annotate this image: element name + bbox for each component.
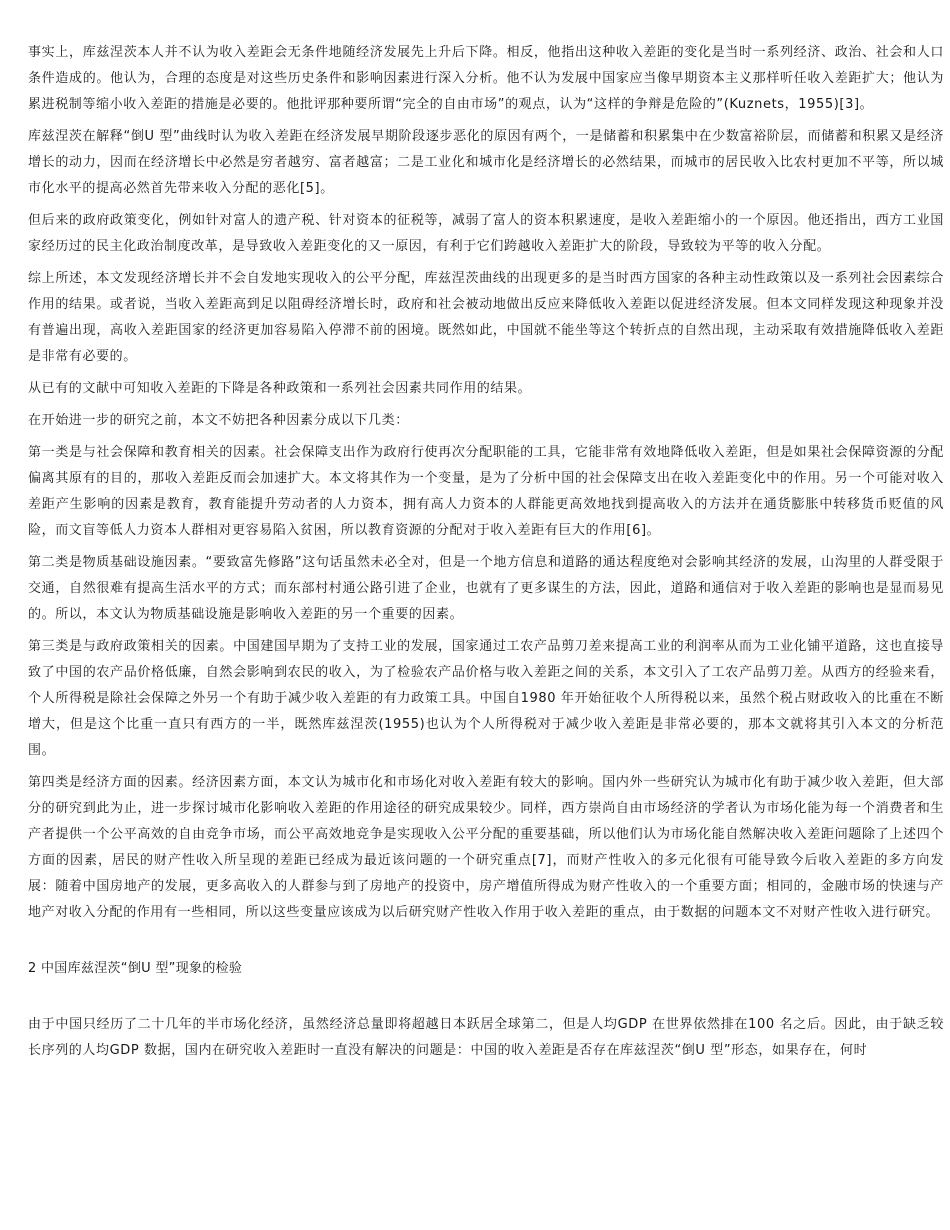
paragraph-9: 第三类是与政府政策相关的因素。中国建国早期为了支持工业的发展，国家通过工农产品剪刀差来提高工业的利润率从而为工业化铺平道路，这也直接导致了中国的农产品价格低廉，自然会影响到农民的收入，为了检验农产品价格与收入差距之间的关系，本文引入了工农产品剪刀差。从西方的经验来看，个人所得税是除社会保障之外另一个有助于减少收入差距的有力政策工具。中国自1980 年开始征收个人所得税以来，虽然个税占财政收入的比重在不断增大，但是这个比重一直只有西方的一半，既然库兹涅茨(1955)也认为个人所得税对于减少收入差距是非常必要的，那本文就将其引入本文的分析范围。 — [28, 639, 944, 758]
paragraph-final: 由于中国只经历了二十几年的半市场化经济，虽然经济总量即将超越日本跃居全球第二，但是人均GDP 在世界依然排在100 名之后。因此，由于缺乏较长序列的人均GDP 数据，国内在研究收入差距时一直没有解决的问题是：中国的收入差距是否存在库兹涅茨“倒U 型”形态，如果存在，何时 — [28, 1017, 944, 1058]
paragraph-2: 库兹涅茨在解释“倒U 型”曲线时认为收入差距在经济发展早期阶段逐步恶化的原因有两个，一是储蓄和积累集中在少数富裕阶层，而储蓄和积累又是经济增长的动力，因而在经济增长中必然是穷者越穷、富者越富；二是工业化和城市化是经济增长的必然结果，而城市的居民收入比农村更加不平等，所以城市化水平的提高必然首先带来收入分配的恶化[5]。 — [28, 129, 944, 196]
paragraph-7: 第一类是与社会保障和教育相关的因素。社会保障支出作为政府行使再次分配职能的工具，它能非常有效地降低收入差距，但是如果社会保障资源的分配偏离其原有的目的，那收入差距反而会加速扩大。本文将其作为一个变量，是为了分析中国的社会保障支出在收入差距变化中的作用。另一个可能对收入差距产生影响的因素是教育，教育能提升劳动者的人力资本，拥有高人力资本的人群能更高效地找到提高收入的方法并在通货膨胀中转移货币贬值的风险，而文盲等低人力资本人群相对更容易陷入贫困，所以教育资源的分配对于收入差距有巨大的作用[6]。 — [28, 445, 944, 538]
section-heading: 2 中国库兹涅茨“倒U 型”现象的检验 — [28, 961, 243, 976]
paragraph-6: 在开始进一步的研究之前，本文不妨把各种因素分成以下几类： — [28, 413, 409, 428]
paragraph-3: 但后来的政府政策变化，例如针对富人的遗产税、针对资本的征税等，减弱了富人的资本积累速度，是收入差距缩小的一个原因。他还指出，西方工业国家经历过的民主化政治制度改革，是导致收入差距变化的又一原因，有利于它们跨越收入差距扩大的阶段，导致较为平等的收入分配。 — [28, 213, 944, 254]
paragraph-5: 从已有的文献中可知收入差距的下降是各种政策和一系列社会因素共同作用的结果。 — [28, 381, 532, 396]
paragraph-10: 第四类是经济方面的因素。经济因素方面，本文认为城市化和市场化对收入差距有较大的影响。国内外一些研究认为城市化有助于减少收入差距，但大部分的研究到此为止，进一步探讨城市化影响收入差距的作用途径的研究成果较少。同样，西方崇尚自由市场经济的学者认为市场化能为每一个消费者和生产者提供一个公平高效的自由竞争市场，而公平高效地竞争是实现收入公平分配的重要基础，所以他们认为市场化能自然解决收入差距问题除了上述四个方面的因素，居民的财产性收入所呈现的差距已经成为最近该问题的一个研究重点[7]，而财产性收入的多元化很有可能导致今后收入差距的多方向发展：随着中国房地产的发展，更多高收入的人群参与到了房地产的投资中，房产增值所得成为财产性收入的一个重要方面；相同的，金融市场的快速与产地产对收入分配的作用有一些相同，所以这些变量应该成为以后研究财产性收入作用于收入差距的重点，由于数据的问题本文不对财产性收入进行研究。 — [28, 775, 944, 920]
paragraph-1: 事实上，库兹涅茨本人并不认为收入差距会无条件地随经济发展先上升后下降。相反，他指出这种收入差距的变化是当时一系列经济、政治、社会和人口条件造成的。他认为，合理的态度是对这些历史条件和影响因素进行深入分析。他不认为发展中国家应当像早期资本主义那样听任收入差距扩大；他认为累进税制等缩小收入差距的措施是必要的。他批评那种要所谓“完全的自由市场”的观点，认为“这样的争辩是危险的”(Kuznets，1955)[3]。 — [28, 45, 944, 112]
paragraph-8: 第二类是物质基础设施因素。“要致富先修路”这句话虽然未必全对，但是一个地方信息和道路的通达程度绝对会影响其经济的发展，山沟里的人群受限于交通，自然很难有提高生活水平的方式；而东部村村通公路引进了企业，也就有了更多谋生的方法，因此，道路和通信对于收入差距的影响也是显而易见的。所以，本文认为物质基础设施是影响收入差距的另一个重要的因素。 — [28, 555, 944, 622]
paragraph-4: 综上所述，本文发现经济增长并不会自发地实现收入的公平分配，库兹涅茨曲线的出现更多的是当时西方国家的各种主动性政策以及一系列社会因素综合作用的结果。或者说，当收入差距高到足以阻碍经济增长时，政府和社会被动地做出反应来降低收入差距以促进经济发展。但本文同样发现这种现象并没有普遍出现，高收入差距国家的经济更加容易陷入停滞不前的困境。既然如此，中国就不能坐等这个转折点的自然出现，主动采取有效措施降低收入差距是非常有必要的。 — [28, 271, 944, 364]
